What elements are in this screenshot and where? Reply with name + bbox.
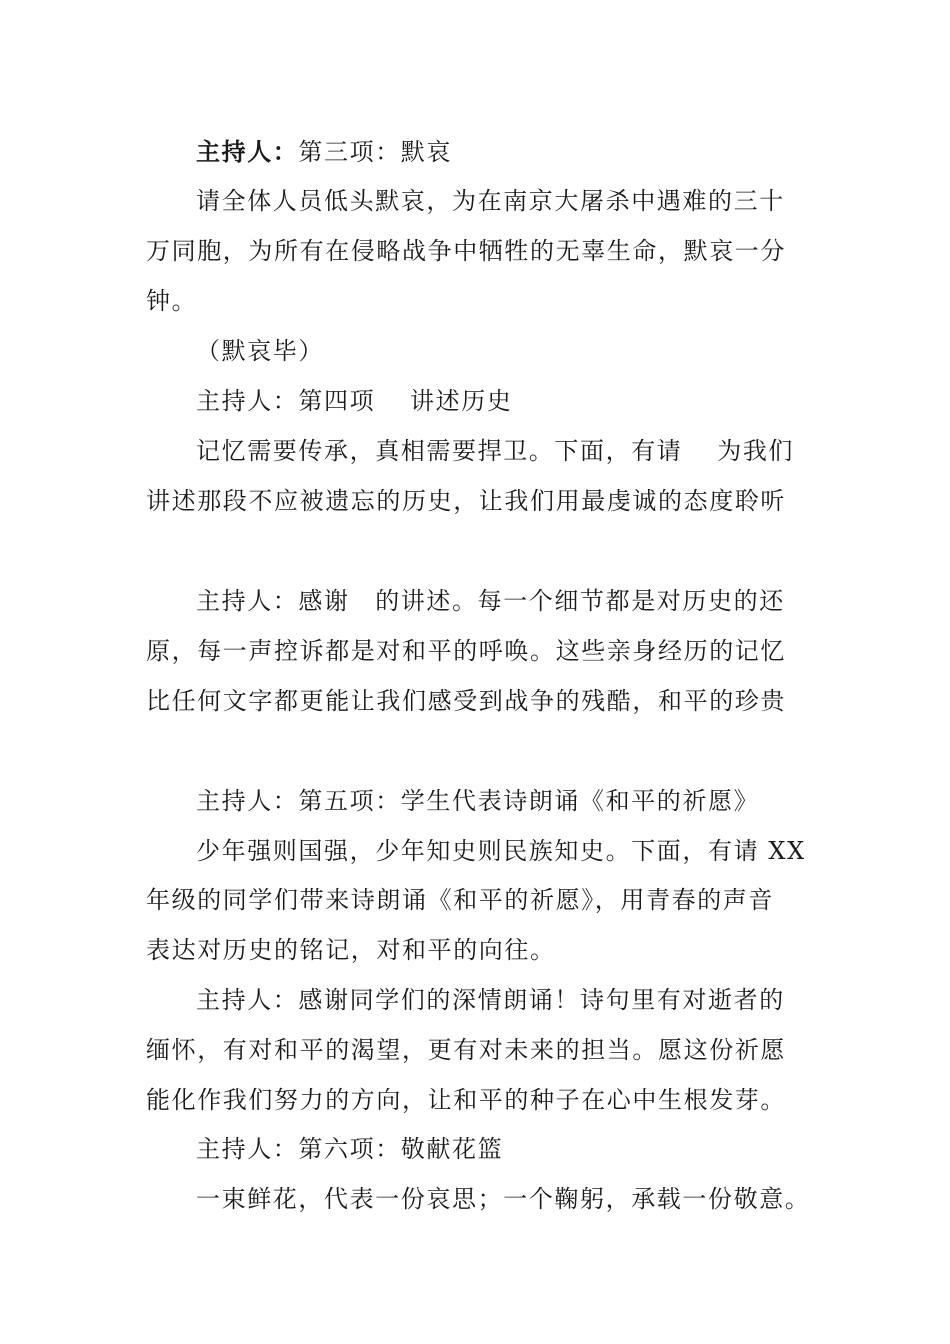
section4-line-2: 讲述那段不应被遗忘的历史，让我们用最虔诚的态度聆听	[146, 487, 786, 515]
section5-thanks-line-2: 缅怀，有对和平的渴望，更有对未来的担当。愿这份祈愿	[146, 1036, 786, 1064]
section4-thanks-line-2: 原，每一声控诉都是对和平的呼唤。这些亲身经历的记忆	[146, 637, 786, 665]
section3-line-3: 钟。	[146, 287, 198, 315]
section5-heading: 主持人：第五项：学生代表诗朗诵《和平的祈愿》	[196, 787, 760, 815]
host-label: 主持人：	[196, 137, 299, 166]
section5-line-1: 少年强则国强，少年知史则民族知史。下面，有请 XX	[196, 837, 806, 865]
section4-thanks-line-3: 比任何文字都更能让我们感受到战争的残酷，和平的珍贵	[146, 687, 786, 715]
section5-line-2: 年级的同学们带来诗朗诵《和平的祈愿》，用青春的声音	[146, 886, 774, 914]
section5-line-3: 表达对历史的铭记，对和平的向往。	[146, 936, 556, 964]
section4-line-1: 记忆需要传承，真相需要捍卫。下面，有请 为我们	[196, 437, 795, 465]
section3-line-1: 请全体人员低头默哀，为在南京大屠杀中遇难的三十	[196, 187, 785, 215]
section3-title: 第三项：默哀	[298, 138, 453, 166]
section6-heading: 主持人：第六项：敬献花篮	[196, 1135, 504, 1163]
section3-line-2: 万同胞，为所有在侵略战争中牺牲的无辜生命，默哀一分	[146, 237, 786, 265]
section4-heading: 主持人：第四项 讲述历史	[196, 387, 513, 415]
section3-note: （默哀毕）	[196, 337, 324, 365]
section5-thanks-line-3: 能化作我们努力的方向，让和平的种子在心中生根发芽。	[146, 1086, 786, 1114]
section3-heading	[196, 137, 886, 167]
section4-thanks-line-1: 主持人：感谢 的讲述。每一个细节都是对历史的还	[196, 587, 785, 615]
section5-thanks-line-1: 主持人：感谢同学们的深情朗诵！诗句里有对逝者的	[196, 986, 785, 1014]
section6-line-1: 一束鲜花，代表一份哀思；一个鞠躬，承载一份敬意。	[196, 1185, 811, 1213]
